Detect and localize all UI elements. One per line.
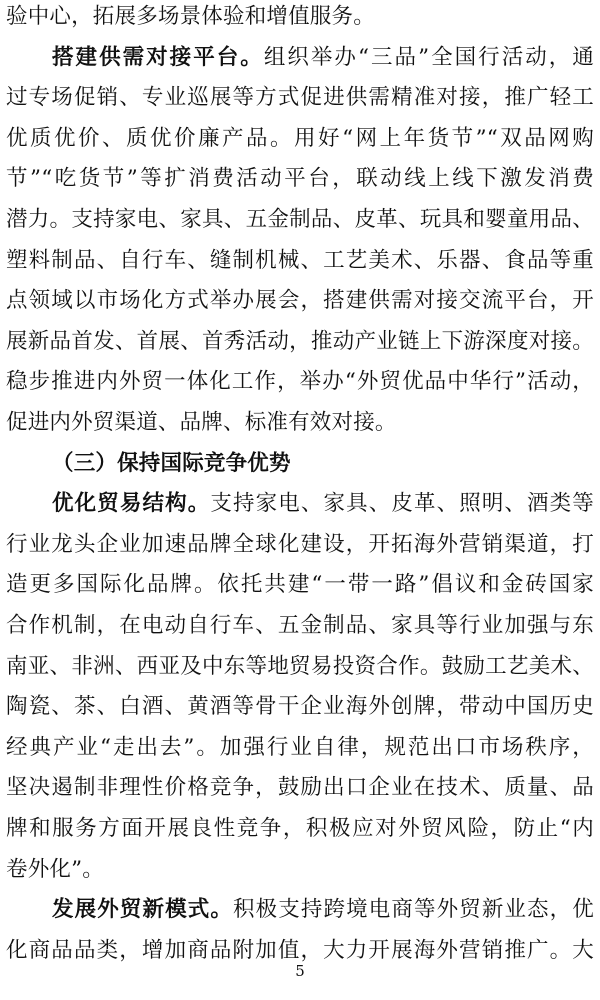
text-line	[6, 205, 594, 235]
text-line	[6, 570, 594, 600]
text-line	[6, 43, 594, 73]
text-line	[6, 733, 594, 763]
text-line	[6, 611, 594, 641]
page-number: 5	[295, 962, 305, 980]
line-text: 积极支持跨境电商等外贸新业态，优	[232, 897, 595, 923]
text-line	[6, 408, 594, 438]
line-text: 展新品首发、首展、首秀活动，推动产业链上下游深度对接。	[6, 328, 594, 354]
text-line	[6, 124, 594, 154]
text-line	[6, 692, 594, 722]
text-line	[6, 367, 594, 397]
text-line	[6, 286, 594, 316]
text-line	[6, 489, 594, 519]
bold-lead-heading: 优化贸易结构。	[52, 491, 211, 517]
text-line	[6, 814, 594, 844]
text-line	[6, 83, 594, 113]
line-text: 陶瓷、茶、白酒、黄酒等骨干企业海外创牌，带动中国历史	[6, 694, 594, 720]
line-text: 坚决遏制非理性价格竞争，鼓励出口企业在技术、质量、品	[6, 775, 594, 801]
line-text: 化商品品类，增加商品附加值，大力开展海外营销推广。大	[6, 937, 594, 963]
bold-lead-heading: 发展外贸新模式。	[52, 897, 233, 923]
line-text: 点领域以市场化方式举办展会，搭建供需对接交流平台，开	[6, 288, 594, 314]
line-text: 促进内外贸渠道、品牌、标准有效对接。	[6, 410, 397, 435]
line-text: 南亚、非洲、西亚及中东等地贸易投资合作。鼓励工艺美术、	[6, 653, 594, 679]
line-text: 经典产业“走出去”。加强行业自律，规范出口市场秩序，	[6, 734, 594, 760]
text-line	[6, 449, 594, 479]
line-text: 合作机制，在电动自行车、五金制品、家具等行业加强与东	[6, 613, 594, 638]
line-text: 造更多国际化品牌。依托共建“一带一路”倡议和金砖国家	[6, 572, 594, 598]
text-line	[6, 530, 594, 560]
line-text: 节”“吃货节”等扩消费活动平台，联动线上线下激发消费	[6, 166, 594, 192]
text-line	[6, 895, 594, 925]
line-text: 验中心，拓展多场景体验和增值服务。	[6, 4, 375, 29]
line-text: 牌和服务方面开展良性竞争，积极应对外贸风险，防止“内	[6, 816, 594, 841]
text-line	[6, 855, 594, 885]
line-text: 潜力。支持家电、家具、五金制品、皮革、玩具和婴童用品、	[6, 207, 594, 232]
line-text: 过专场促销、专业巡展等方式促进供需精准对接，推广轻工	[6, 85, 594, 111]
text-line	[6, 2, 594, 32]
line-text: 卷外化”。	[6, 856, 104, 882]
line-text: 稳步推进内外贸一体化工作，举办“外贸优品中华行”活动，	[6, 369, 594, 395]
line-text: 行业龙头企业加速品牌全球化建设，开拓海外营销渠道，打	[6, 531, 594, 557]
text-line	[6, 164, 594, 194]
bold-lead-heading: 搭建供需对接平台。	[52, 44, 264, 70]
line-text: 组织举办“三品”全国行活动，通	[263, 44, 595, 70]
bold-lead-heading: （三）保持国际竞争优势	[52, 450, 291, 476]
text-line	[6, 246, 594, 276]
line-text: 支持家电、家具、皮革、照明、酒类等	[210, 491, 595, 517]
line-text: 优质优价、质优价廉产品。用好“网上年货节”“双品网购	[6, 125, 594, 151]
text-line	[6, 652, 594, 682]
line-text: 塑料制品、自行车、缝制机械、工艺美术、乐器、食品等重	[6, 247, 594, 273]
text-line	[6, 327, 594, 357]
text-line	[6, 773, 594, 803]
